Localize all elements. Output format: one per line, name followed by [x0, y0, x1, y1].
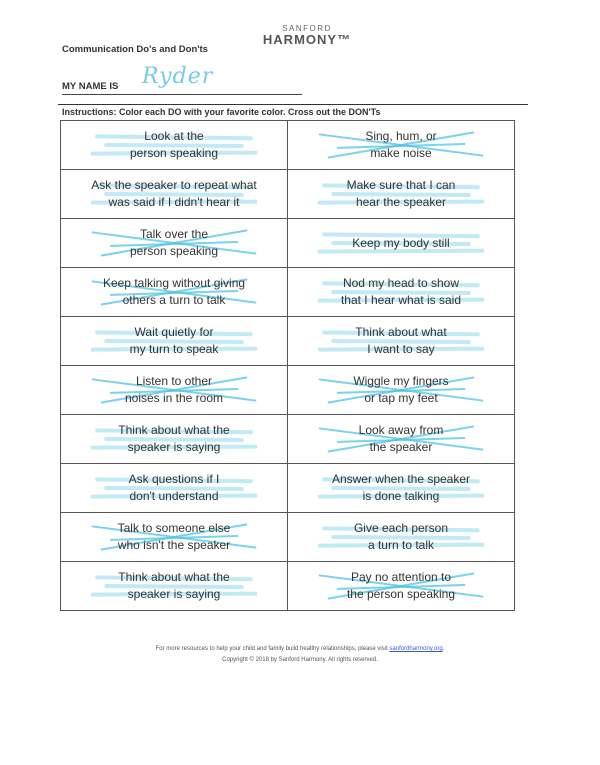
cell-line-1: Wiggle my fingers: [353, 374, 449, 388]
cell-line-2: person speaking: [129, 146, 219, 160]
cell-line-2: who isn't the speaker: [117, 538, 231, 552]
cell-text: [354, 520, 448, 554]
dos-donts-table: [60, 120, 515, 611]
cell-line-2: a turn to talk: [367, 538, 435, 552]
sanford-harmony-logo: [262, 24, 352, 47]
cell-line-1: Answer when the speaker: [331, 472, 471, 486]
cell-line-2: that I hear what is said: [340, 293, 462, 307]
cell-line-1: Ask the speaker to repeat what: [91, 178, 257, 192]
cell-text: [347, 569, 455, 603]
cell-line-1: Listen to other: [135, 374, 213, 388]
table-row: [61, 317, 515, 366]
footer-copyright: Copyright © 2018 by Sanford Harmony. All rights reserved.: [222, 657, 378, 663]
cell-line-1: Pay no attention to: [350, 570, 452, 584]
cell-text: [103, 275, 245, 309]
cell-text: [355, 324, 446, 358]
table-row: [61, 219, 515, 268]
cell-text: [353, 373, 448, 407]
worksheet-title: Communication Do's and Don'ts: [62, 44, 208, 55]
cell-text: [118, 520, 231, 554]
table-cell-right[interactable]: [288, 121, 515, 170]
table-cell-left[interactable]: [61, 219, 288, 268]
table-row: [61, 562, 515, 611]
table-cell-right[interactable]: [288, 366, 515, 415]
cell-text: [130, 128, 218, 162]
table-row: [61, 170, 515, 219]
table-cell-left[interactable]: [61, 317, 288, 366]
logo-small-text: SANFORD: [282, 24, 332, 33]
divider: [58, 104, 528, 105]
instructions-text: Instructions: Color each DO with your favorite color. Cross out the DON'Ts: [62, 107, 381, 117]
cell-line-1: Keep my body still: [352, 235, 450, 250]
name-line[interactable]: [62, 64, 302, 95]
name-label: MY NAME IS: [62, 81, 119, 92]
cell-line-2: my turn to speak: [129, 342, 219, 356]
table-cell-right[interactable]: [288, 170, 515, 219]
table-row: [61, 415, 515, 464]
table-row: [61, 268, 515, 317]
cell-line-1: Talk over the: [139, 227, 209, 241]
table-cell-left[interactable]: [61, 415, 288, 464]
cell-text: [91, 177, 256, 211]
cell-text: [352, 235, 449, 252]
cell-text: [359, 422, 444, 456]
table-cell-right[interactable]: [288, 562, 515, 611]
cell-text: [365, 128, 436, 162]
cell-line-1: Look away from: [358, 423, 444, 437]
cell-text: [130, 226, 218, 260]
footer-text: For more resources to help your child and family build healthy relationships, please visit: [155, 646, 390, 652]
table-cell-right[interactable]: [288, 464, 515, 513]
cell-text: [118, 422, 229, 456]
cell-line-2: the speaker: [369, 440, 433, 454]
cell-line-2: is done talking: [362, 489, 440, 503]
table-cell-left[interactable]: [61, 513, 288, 562]
cell-line-2: make noise: [370, 146, 432, 160]
table-cell-left[interactable]: [61, 562, 288, 611]
cell-line-2: the person speaking: [346, 587, 456, 601]
table-cell-left[interactable]: [61, 464, 288, 513]
table-cell-right[interactable]: [288, 513, 515, 562]
table-cell-right[interactable]: [288, 219, 515, 268]
table-row: [61, 513, 515, 562]
cell-text: [347, 177, 456, 211]
cell-line-2: I want to say: [367, 342, 435, 356]
table-row: [61, 464, 515, 513]
table-row: [61, 366, 515, 415]
footer-period: .: [442, 646, 445, 652]
cell-text: [118, 569, 229, 603]
cell-line-1: Give each person: [353, 521, 449, 535]
cell-line-2: was said if I didn't hear it: [108, 195, 240, 209]
cell-line-1: Make sure that I can: [346, 178, 456, 192]
table-cell-left[interactable]: [61, 366, 288, 415]
cell-line-2: speaker is saying: [127, 440, 221, 454]
cell-line-1: Talk to someone else: [117, 521, 231, 535]
table-cell-right[interactable]: [288, 317, 515, 366]
cell-line-1: Keep talking without giving: [102, 276, 246, 290]
logo-big-text: HARMONY™: [262, 32, 352, 47]
cell-text: [130, 324, 219, 358]
cell-line-2: hear the speaker: [355, 195, 447, 209]
footer-link[interactable]: sanfordharmony.org: [389, 646, 443, 652]
handwritten-name: Ryder: [142, 64, 214, 89]
cell-text: [341, 275, 461, 309]
cell-line-1: Think about what: [355, 325, 447, 339]
cell-line-2: or tap my feet: [364, 391, 438, 405]
cell-line-2: don't understand: [129, 489, 219, 503]
table-cell-left[interactable]: [61, 170, 288, 219]
table-cell-left[interactable]: [61, 268, 288, 317]
cell-line-1: Look at the: [144, 129, 204, 143]
cell-line-2: others a turn to talk: [122, 293, 226, 307]
table-row: [61, 121, 515, 170]
table-cell-right[interactable]: [288, 268, 515, 317]
cell-line-1: Ask questions if I: [128, 472, 220, 486]
cell-line-1: Sing, hum, or: [365, 129, 437, 143]
table-cell-left[interactable]: [61, 121, 288, 170]
cell-text: [129, 471, 220, 505]
table-cell-right[interactable]: [288, 415, 515, 464]
cell-line-2: noises in the room: [124, 391, 224, 405]
cell-line-2: person speaking: [129, 244, 219, 258]
cell-line-1: Think about what the: [118, 570, 230, 584]
cell-line-1: Nod my head to show: [342, 276, 460, 290]
cell-line-1: Wait quietly for: [134, 325, 214, 339]
cell-text: [332, 471, 470, 505]
cell-line-1: Think about what the: [118, 423, 230, 437]
cell-line-2: speaker is saying: [127, 587, 221, 601]
cell-text: [125, 373, 223, 407]
footer-resources: [0, 646, 600, 652]
